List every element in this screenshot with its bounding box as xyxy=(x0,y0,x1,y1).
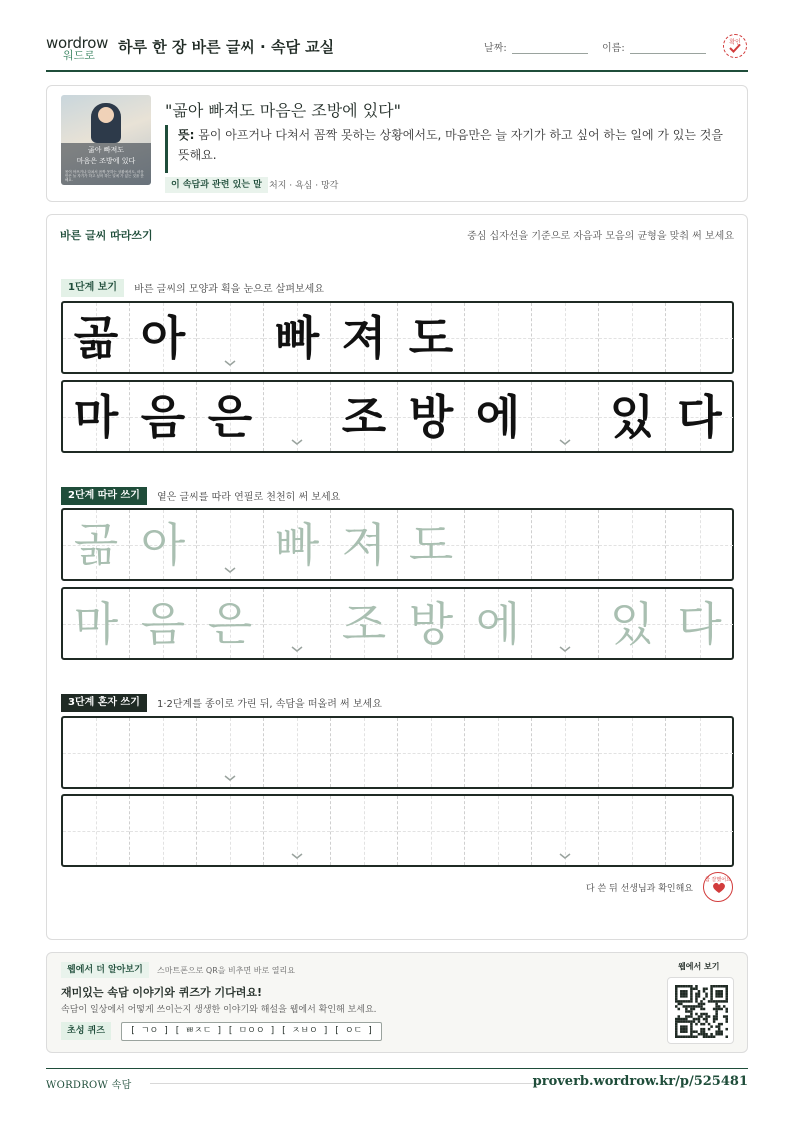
qr-code-icon xyxy=(675,985,728,1038)
guide-vertical xyxy=(632,718,633,787)
heart-icon xyxy=(712,882,726,894)
step3-header xyxy=(61,692,382,710)
teacher-note: 다 쓴 뒤 선생님과 확인해요 xyxy=(585,884,693,894)
proverb-title: "곪아 빠져도 마음은 조방에 있다" xyxy=(165,101,401,120)
name-label: 이름: xyxy=(602,43,625,54)
grid-cell xyxy=(130,510,197,579)
grid-cell xyxy=(666,510,733,579)
practice-hint: 중심 십자선을 기준으로 자음과 모음의 균형을 맞춰 써 보세요 xyxy=(467,231,734,242)
grid-cell xyxy=(532,382,599,451)
practice-character: 있 xyxy=(609,596,655,651)
space-mark-icon xyxy=(559,439,571,445)
page-title: 하루 한 장 바른 글씨 · 속담 교실 xyxy=(118,38,335,56)
meaning-label: 뜻: xyxy=(178,128,195,142)
grid-cell xyxy=(398,718,465,787)
footer-divider xyxy=(46,1068,748,1069)
grid-cell xyxy=(130,718,197,787)
grid-cell xyxy=(197,796,264,865)
grid-cell xyxy=(130,589,197,658)
step2-badge: 2단계 따라 쓰기 xyxy=(61,487,147,505)
quiz-label: 초성 퀴즈 xyxy=(61,1022,111,1040)
logo-text: wordrow xyxy=(46,34,109,52)
proverb-meaning xyxy=(165,125,725,173)
meaning-text: 몸이 아프거나 다쳐서 꼼짝 못하는 상황에서도, 마음만은 늘 자기가 하고 싶어 하는 일에 가 있는 것을 뜻해요. xyxy=(178,128,723,162)
proverb-card xyxy=(46,85,748,202)
heart-stamp-icon xyxy=(703,872,733,902)
illustration-small-text: 몸이 아프거나 다쳐서 꼼짝 못하는 상황에서도, 마음만은 늘 자기가 하고 싶어 하는 일에 가 있는 것을 뜻해요. xyxy=(65,170,144,183)
practice-character: 있 xyxy=(609,389,655,444)
guide-vertical xyxy=(498,796,499,865)
step2-line2[interactable] xyxy=(61,587,734,660)
practice-character: 은 xyxy=(207,389,253,444)
grid-cell xyxy=(398,303,465,372)
qr-label: 웹에서 보기 xyxy=(678,962,720,971)
practice-character: 빠 xyxy=(274,517,320,572)
grid-cell xyxy=(599,510,666,579)
stamp-text: 확인 xyxy=(729,39,741,46)
practice-character: 방 xyxy=(408,596,454,651)
practice-character: 조 xyxy=(341,389,387,444)
guide-vertical xyxy=(632,303,633,372)
grid-cell xyxy=(63,382,130,451)
grid-cell xyxy=(197,589,264,658)
grid-cell xyxy=(666,589,733,658)
practice-character: 곪 xyxy=(73,517,119,572)
grid-cell xyxy=(63,796,130,865)
wordrow-logo xyxy=(46,34,108,62)
web-info-box xyxy=(46,952,748,1053)
practice-character: 음 xyxy=(140,596,186,651)
guide-vertical xyxy=(364,718,365,787)
footer-brand: WORDROW 속담 xyxy=(46,1080,132,1091)
practice-panel xyxy=(46,214,748,940)
illustration-caption-2: 마음은 조방에 있다 xyxy=(76,157,136,165)
practice-character: 방 xyxy=(408,389,454,444)
space-mark-icon xyxy=(224,360,236,366)
related-label: 이 속담과 관련 있는 말 xyxy=(165,177,268,193)
guide-vertical xyxy=(700,796,701,865)
space-mark-icon xyxy=(291,853,303,859)
grid-cell xyxy=(465,796,532,865)
grid-cell xyxy=(398,796,465,865)
grid-cell xyxy=(331,796,398,865)
practice-character: 조 xyxy=(341,596,387,651)
guide-vertical xyxy=(700,303,701,372)
guide-vertical xyxy=(498,718,499,787)
grid-cell xyxy=(130,303,197,372)
practice-character: 다 xyxy=(677,596,722,651)
practice-character: 아 xyxy=(140,310,186,365)
grid-cell xyxy=(331,589,398,658)
grid-cell xyxy=(331,718,398,787)
step2-desc: 옅은 글씨를 따라 연필로 천천히 써 보세요 xyxy=(156,492,341,503)
grid-cell xyxy=(130,382,197,451)
grid-cell xyxy=(264,718,331,787)
grid-cell xyxy=(264,510,331,579)
check-stamp-icon xyxy=(723,34,747,58)
grid-cell xyxy=(331,382,398,451)
grid-cell xyxy=(599,718,666,787)
grid-cell xyxy=(264,796,331,865)
practice-character: 은 xyxy=(207,596,253,651)
practice-character: 도 xyxy=(408,517,454,572)
step3-line2[interactable] xyxy=(61,794,734,867)
step3-line1[interactable] xyxy=(61,716,734,789)
grid-cell xyxy=(63,510,130,579)
guide-vertical xyxy=(96,796,97,865)
qr-code[interactable] xyxy=(667,977,734,1044)
grid-cell xyxy=(331,303,398,372)
grid-cell xyxy=(398,382,465,451)
space-mark-icon xyxy=(291,439,303,445)
grid-cell xyxy=(465,718,532,787)
footer-url[interactable]: proverb.wordrow.kr/p/525481 xyxy=(532,1074,748,1089)
guide-vertical xyxy=(565,510,566,579)
teacher-stamp-text: 참 잘했어요 xyxy=(705,877,731,883)
guide-vertical xyxy=(700,718,701,787)
practice-character: 져 xyxy=(341,517,387,572)
proverb-illustration xyxy=(61,95,151,185)
grid-cell xyxy=(264,303,331,372)
grid-cell xyxy=(465,589,532,658)
grid-cell xyxy=(532,303,599,372)
grid-cell xyxy=(599,589,666,658)
guide-vertical xyxy=(700,510,701,579)
grid-cell xyxy=(197,510,264,579)
page-header xyxy=(46,30,748,72)
space-mark-icon xyxy=(224,775,236,781)
step1-header xyxy=(61,277,324,295)
guide-vertical xyxy=(431,718,432,787)
grid-cell xyxy=(532,718,599,787)
step3-badge: 3단계 혼자 쓰기 xyxy=(61,694,147,712)
date-field[interactable] xyxy=(512,53,588,54)
grid-cell xyxy=(465,303,532,372)
grid-cell xyxy=(532,510,599,579)
grid-cell xyxy=(666,382,733,451)
step1-desc: 바른 글씨의 모양과 획을 눈으로 살펴보세요 xyxy=(134,284,324,295)
guide-vertical xyxy=(230,796,231,865)
grid-cell xyxy=(398,589,465,658)
space-mark-icon xyxy=(559,646,571,652)
practice-character: 도 xyxy=(408,310,454,365)
practice-character: 음 xyxy=(140,389,186,444)
web-badge: 웹에서 더 알아보기 xyxy=(61,962,149,978)
grid-cell xyxy=(666,796,733,865)
space-mark-icon xyxy=(291,646,303,652)
practice-character: 마 xyxy=(73,389,119,444)
grid-cell xyxy=(197,718,264,787)
guide-vertical xyxy=(163,796,164,865)
practice-character: 마 xyxy=(73,596,119,651)
grid-cell xyxy=(331,510,398,579)
grid-cell xyxy=(532,589,599,658)
grid-cell xyxy=(465,382,532,451)
step2-header xyxy=(61,485,340,503)
step1-line1 xyxy=(61,301,734,374)
practice-character: 아 xyxy=(140,517,186,572)
grid-cell xyxy=(130,796,197,865)
grid-cell xyxy=(666,718,733,787)
practice-character: 에 xyxy=(475,596,521,651)
grid-cell xyxy=(197,382,264,451)
web-desc: 속담이 일상에서 어떻게 쓰이는지 생생한 이야기와 해설을 웹에서 확인해 보세요. xyxy=(61,1005,377,1015)
grid-cell xyxy=(264,382,331,451)
practice-character: 빠 xyxy=(274,310,320,365)
grid-cell xyxy=(666,303,733,372)
name-field[interactable] xyxy=(630,53,706,54)
date-label: 날짜: xyxy=(484,43,507,54)
grid-cell xyxy=(264,589,331,658)
guide-vertical xyxy=(163,718,164,787)
guide-vertical xyxy=(297,718,298,787)
guide-vertical xyxy=(364,796,365,865)
grid-cell xyxy=(398,510,465,579)
practice-character: 에 xyxy=(475,389,521,444)
grid-cell xyxy=(532,796,599,865)
checkmark-icon xyxy=(729,43,741,53)
practice-character: 곪 xyxy=(73,310,119,365)
illustration-face xyxy=(98,107,114,123)
grid-cell xyxy=(599,796,666,865)
web-hint: 스마트폰으로 QR을 비추면 바로 열리요 xyxy=(157,966,295,975)
grid-cell xyxy=(63,589,130,658)
guide-vertical xyxy=(632,510,633,579)
web-headline: 재미있는 속담 이야기와 퀴즈가 기다려요! xyxy=(61,986,262,999)
guide-vertical xyxy=(96,718,97,787)
step1-line2 xyxy=(61,380,734,453)
grid-cell xyxy=(465,510,532,579)
chosung-quiz: [ ㄱㅇ ] [ ㅃㅈㄷ ] [ ㅁㅇㅇ ] [ ㅈㅂㅇ ] [ ㅇㄷ ] xyxy=(121,1022,382,1041)
space-mark-icon xyxy=(559,853,571,859)
illustration-caption-1: 곪아 빠져도 xyxy=(87,146,125,154)
logo-subtext: 워드로 xyxy=(63,49,95,62)
step1-badge: 1단계 보기 xyxy=(61,279,124,297)
guide-vertical xyxy=(498,510,499,579)
step2-line1[interactable] xyxy=(61,508,734,581)
grid-cell xyxy=(599,303,666,372)
guide-vertical xyxy=(565,718,566,787)
grid-cell xyxy=(599,382,666,451)
grid-cell xyxy=(63,303,130,372)
guide-vertical xyxy=(498,303,499,372)
practice-title: 바른 글씨 따라쓰기 xyxy=(60,229,153,242)
guide-vertical xyxy=(431,796,432,865)
practice-character: 져 xyxy=(341,310,387,365)
step3-desc: 1·2단계를 종이로 가린 뒤, 속담을 떠올려 써 보세요 xyxy=(156,699,382,710)
practice-character: 다 xyxy=(677,389,722,444)
footer-rule xyxy=(150,1083,540,1084)
space-mark-icon xyxy=(224,567,236,573)
related-words: 처지 · 욕심 · 망각 xyxy=(269,181,339,191)
guide-vertical xyxy=(565,303,566,372)
guide-vertical xyxy=(632,796,633,865)
grid-cell xyxy=(63,718,130,787)
grid-cell xyxy=(197,303,264,372)
